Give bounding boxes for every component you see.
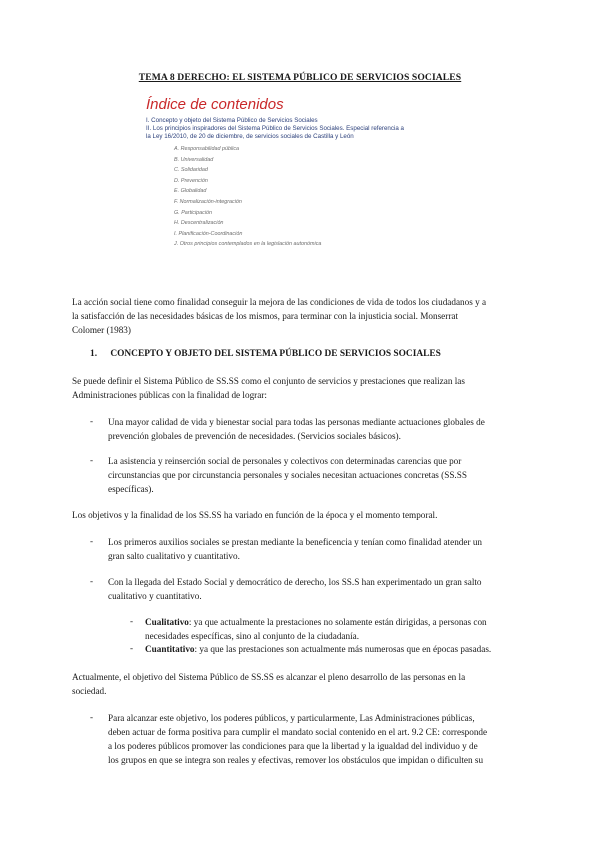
text-line: Para alcanzar este objetivo, los poderes públicos, y particularmente, Las Administraciones públicas, bbox=[108, 713, 475, 723]
text-line: Una mayor calidad de vida y bienestar social para todas las personas mediante actuaciones globales de bbox=[108, 417, 485, 427]
definition-paragraph bbox=[72, 374, 530, 402]
toc-sub-item: F. Normalización-integración bbox=[174, 198, 242, 205]
text-line: prevención globales de prevención de necesidades. (Servicios sociales básicos). bbox=[108, 431, 401, 441]
bullet-dash: - bbox=[90, 576, 94, 586]
bullet-dash: - bbox=[90, 455, 94, 465]
current-objective-paragraph bbox=[72, 670, 530, 698]
toc-main-item: la Ley 16/2010, de 20 de diciembre, de servicios sociales de Castilla y León bbox=[146, 133, 354, 140]
text-line: La asistencia y reinserción social de personales y colectivos con determinadas carencias que por bbox=[108, 456, 462, 466]
text-line: gran salto cualitativo y cuantitativo. bbox=[108, 551, 240, 561]
list-item bbox=[108, 711, 532, 767]
text-line: deben actuar de forma positiva para cumplir el mandato social contenido en el art. 9.2 CE: corresponde bbox=[108, 727, 488, 737]
objectives-paragraph: Los objetivos y la finalidad de los SS.SS ha variado en función de la época y el momento temporal. bbox=[72, 510, 438, 520]
list-item bbox=[145, 615, 535, 643]
list-item bbox=[108, 575, 532, 603]
document-title: TEMA 8 DERECHO: EL SISTEMA PÚBLICO DE SERVICIOS SOCIALES bbox=[138, 72, 462, 83]
text-line: los grupos en que se integra son reales y efectivas, remover los obstáculos que impidan o dificulten su bbox=[108, 755, 484, 765]
section-title: CONCEPTO Y OBJETO DEL SISTEMA PÚBLICO DE SERVICIOS SOCIALES bbox=[110, 349, 441, 359]
text-line: La acción social tiene como finalidad conseguir la mejora de las condiciones de vida de todos los ciudadanos y a bbox=[72, 297, 487, 307]
toc-heading: Índice de contenidos bbox=[146, 96, 284, 113]
list-item bbox=[108, 415, 532, 443]
text-line bbox=[145, 615, 535, 629]
toc-sub-item: H. Descentralización bbox=[174, 220, 224, 227]
bullet-dash: - bbox=[90, 536, 94, 546]
toc-sub-item: J. Otros principios contemplados en la legislación autonómica bbox=[174, 241, 322, 248]
text-line: sociedad. bbox=[72, 686, 107, 696]
toc-sub-item: I. Planificación-Coordinación bbox=[174, 230, 243, 237]
text-line: específicas). bbox=[108, 484, 154, 494]
text-line: Administraciones públicas con la finalidad de lograr: bbox=[72, 390, 267, 400]
list-item bbox=[108, 535, 532, 563]
toc-sub-item: D. Prevención bbox=[174, 177, 208, 184]
toc-sub-item: E. Globalidad bbox=[174, 188, 207, 195]
text-line: a los poderes públicos promover las condiciones para que la libertad y la igualdad del individuo y de bbox=[108, 741, 478, 751]
text-line: circunstancias que por circunstancia personales y sociales necesitan actuaciones concretas (SS.SS bbox=[108, 470, 467, 480]
text-line: Colomer (1983) bbox=[72, 325, 131, 335]
section-heading bbox=[90, 349, 441, 359]
term-label: Cuantitativo bbox=[145, 644, 195, 654]
text-line: Actualmente, el objetivo del Sistema Público de SS.SS es alcanzar el pleno desarrollo de las personas en la bbox=[72, 672, 466, 682]
toc-sub-item: B. Universalidad bbox=[174, 156, 214, 163]
bullet-dash: - bbox=[90, 416, 94, 426]
toc-sub-item: C. Solidaridad bbox=[174, 167, 208, 174]
text-line: necesidades específicas, sino al conjunto de la ciudadanía. bbox=[145, 631, 360, 641]
text-line: Se puede definir el Sistema Público de SS.SS como el conjunto de servicios y prestaciones que realizan las bbox=[72, 376, 465, 386]
toc-sub-item: G. Participación bbox=[174, 209, 213, 216]
bullet-dash: - bbox=[130, 616, 134, 626]
intro-paragraph bbox=[72, 295, 530, 337]
text-line: Los primeros auxilios sociales se prestan mediante la beneficencia y tenían como finalidad atender un bbox=[108, 537, 483, 547]
toc-main-item: II. Los principios inspiradores del Sistema Público de Servicios Sociales. Especial referencia a bbox=[146, 125, 404, 132]
term-text: : ya que las prestaciones son actualmente más numerosas que en épocas pasadas. bbox=[194, 644, 492, 654]
text-line: cualitativo y cuantitativo. bbox=[108, 591, 202, 601]
term-label: Cualitativo bbox=[145, 617, 189, 627]
bullet-dash: - bbox=[130, 643, 134, 653]
text-line: la satisfacción de las necesidades básicas de los mismos, para terminar con la injusticia social. Monserrat bbox=[72, 311, 459, 321]
bullet-dash: - bbox=[90, 712, 94, 722]
toc-sub-item: A. Responsabilidad pública bbox=[174, 146, 240, 152]
table-of-contents-image bbox=[144, 96, 444, 276]
list-item bbox=[108, 454, 532, 496]
section-number: 1. bbox=[90, 349, 98, 359]
term-text: : ya que actualmente la prestaciones no solamente están dirigidas, a personas con bbox=[188, 617, 487, 627]
list-item bbox=[145, 642, 535, 656]
toc-main-item: I. Concepto y objeto del Sistema Público de Servicios Sociales bbox=[146, 117, 318, 124]
text-line: Con la llegada del Estado Social y democrático de derecho, los SS.S han experimentado un gran salto bbox=[108, 577, 482, 587]
text-line bbox=[145, 642, 535, 656]
